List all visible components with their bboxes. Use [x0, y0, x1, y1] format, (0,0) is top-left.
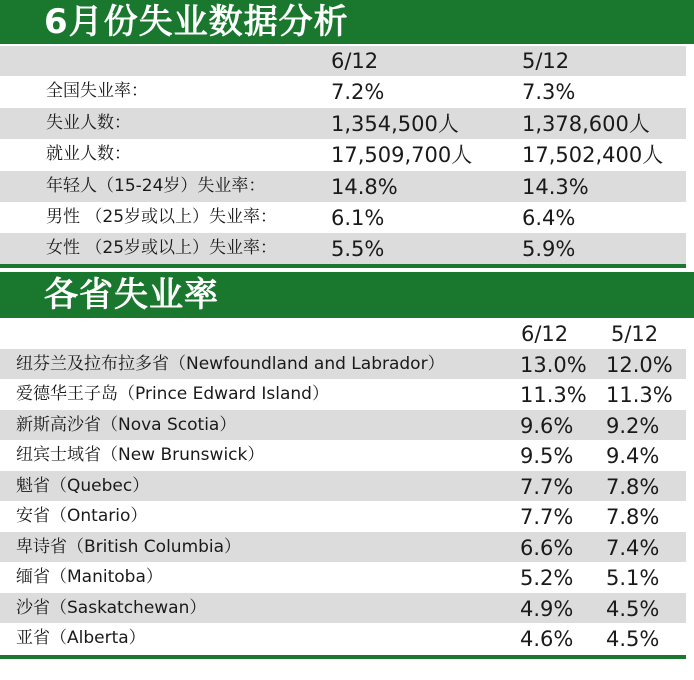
province-row-jun: 7.7%: [520, 505, 574, 529]
province-row-may: 7.8%: [606, 475, 660, 499]
national-row-jun: 5.5%: [331, 237, 385, 261]
province-row-may: 4.5%: [606, 597, 660, 621]
province-row-may: 5.1%: [606, 566, 660, 590]
national-row: [0, 233, 686, 264]
national-row-label: 年轻人（15-24岁）失业率：: [46, 176, 266, 196]
province-row-may: 4.5%: [606, 627, 660, 651]
province-row-label: 纽宾士域省（New Brunswick）: [16, 445, 265, 465]
national-row-jun: 14.8%: [331, 175, 398, 199]
province-row-jun: 11.3%: [520, 383, 587, 407]
provinces-col-may: 5/12: [611, 322, 659, 346]
bottom-rule: [0, 655, 686, 659]
province-row-jun: 9.5%: [520, 444, 574, 468]
national-row-may: 7.3%: [522, 80, 576, 104]
province-row-jun: 9.6%: [520, 414, 574, 438]
national-row-label: 失业人数：: [46, 113, 131, 133]
province-row: [0, 410, 686, 440]
national-row: [0, 202, 686, 233]
provinces-header-row: [0, 318, 686, 349]
province-row-may: 7.8%: [606, 505, 660, 529]
province-row-label: 魁省（Quebec）: [16, 476, 150, 496]
national-row-label: 男性 （25岁或以上）失业率：: [46, 207, 278, 227]
national-row-label: 全国失业率：: [46, 81, 148, 101]
province-row-label: 亚省（Alberta）: [16, 628, 146, 648]
national-col-may: 5/12: [522, 49, 570, 73]
national-row-jun: 1,354,500人: [331, 112, 459, 136]
province-row: [0, 532, 686, 562]
province-row-jun: 7.7%: [520, 475, 574, 499]
province-row-label: 缅省（Manitoba）: [16, 567, 163, 587]
national-col-jun: 6/12: [331, 49, 379, 73]
national-row-may: 1,378,600人: [522, 112, 650, 136]
province-row-jun: 13.0%: [520, 353, 587, 377]
province-row: [0, 471, 686, 501]
province-row-jun: 4.9%: [520, 597, 574, 621]
national-section-title: 6月份失业数据分析: [0, 0, 694, 44]
province-row: [0, 562, 686, 593]
national-row: [0, 171, 686, 202]
province-row-label: 爱德华王子岛（Prince Edward Island）: [16, 384, 329, 404]
provinces-col-jun: 6/12: [521, 322, 569, 346]
province-row: [0, 349, 686, 379]
national-row-jun: 6.1%: [331, 206, 385, 230]
national-row-jun: 17,509,700人: [331, 143, 473, 167]
national-row: [0, 108, 686, 139]
province-row-label: 新斯高沙省（Nova Scotia）: [16, 415, 237, 435]
province-row: [0, 501, 686, 532]
province-row-may: 11.3%: [606, 383, 673, 407]
province-row-label: 安省（Ontario）: [16, 506, 148, 526]
national-row: [0, 76, 686, 107]
section-divider: [0, 264, 686, 268]
national-row-may: 6.4%: [522, 206, 576, 230]
province-row: [0, 440, 686, 471]
province-row-label: 沙省（Saskatchewan）: [16, 598, 207, 618]
province-row: [0, 379, 686, 410]
province-row-jun: 5.2%: [520, 566, 574, 590]
province-row-may: 9.4%: [606, 444, 660, 468]
province-row-may: 9.2%: [606, 414, 660, 438]
national-row: [0, 139, 686, 170]
province-row-jun: 6.6%: [520, 536, 574, 560]
national-row-may: 5.9%: [522, 237, 576, 261]
province-row-label: 卑诗省（British Columbia）: [16, 537, 242, 557]
national-header-row: [0, 46, 686, 76]
province-row-label: 纽芬兰及拉布拉多省（Newfoundland and Labrador）: [16, 354, 445, 374]
province-row-jun: 4.6%: [520, 627, 574, 651]
province-row: [0, 593, 686, 623]
national-row-may: 14.3%: [522, 175, 589, 199]
province-row-may: 7.4%: [606, 536, 660, 560]
province-row-may: 12.0%: [606, 353, 673, 377]
national-row-label: 女性 （25岁或以上）失业率：: [46, 238, 278, 258]
national-row-may: 17,502,400人: [522, 143, 664, 167]
provinces-section-title: 各省失业率: [0, 272, 694, 318]
province-row: [0, 623, 686, 654]
national-row-jun: 7.2%: [331, 80, 385, 104]
national-row-label: 就业人数：: [46, 144, 131, 164]
